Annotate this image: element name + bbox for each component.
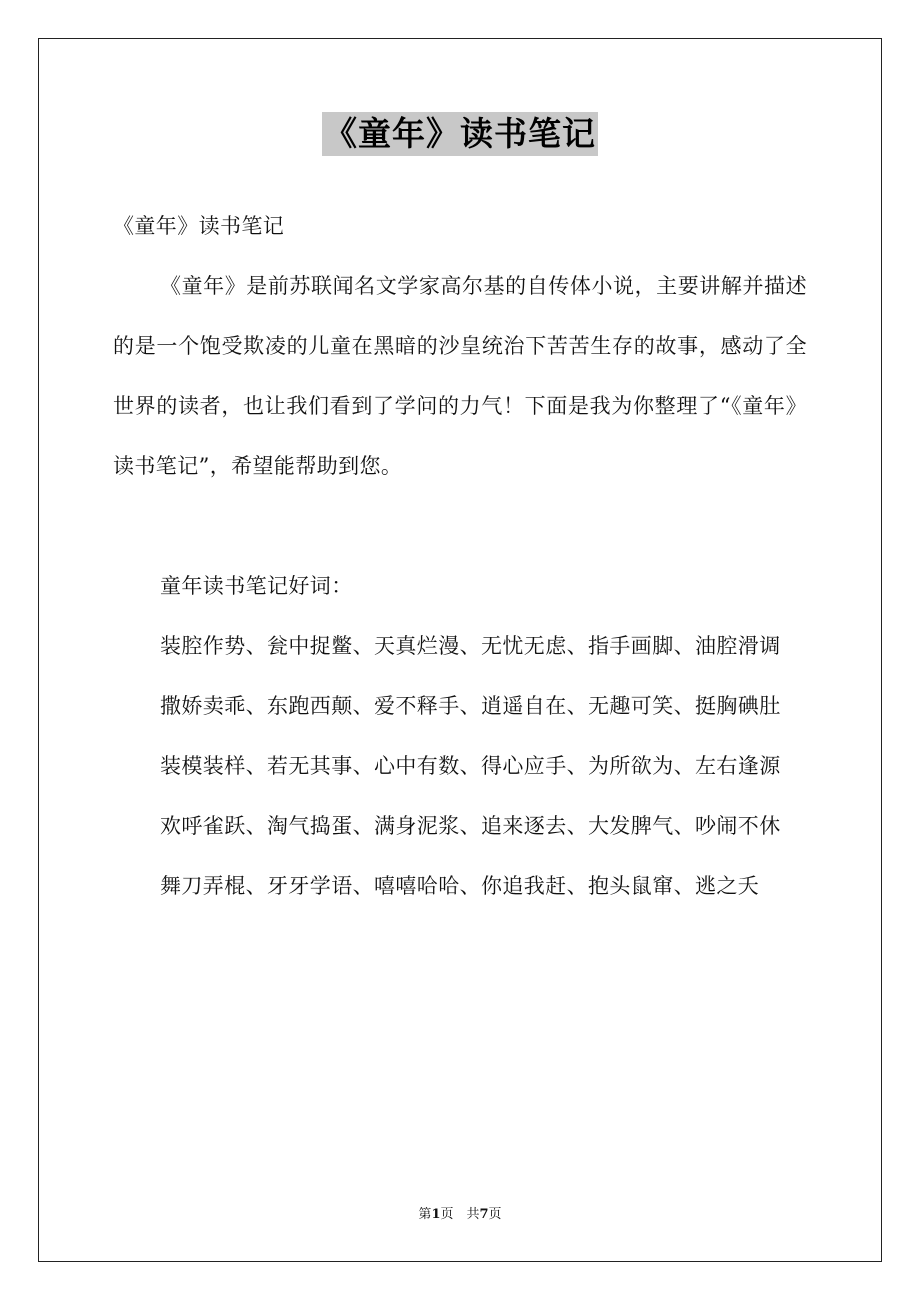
section-heading: 童年读书笔记好词： [160,574,353,598]
word-line: 欢呼雀跃、淘气捣蛋、满身泥浆、追来逐去、大发脾气、吵闹不休 [160,814,781,838]
footer-page-mid: 页 共 [440,1207,480,1222]
footer-page-total: 7 [479,1207,489,1222]
word-line: 舞刀弄棍、牙牙学语、嘻嘻哈哈、你追我赶、抱头鼠窜、逃之夭 [160,874,760,898]
intro-paragraph: 《童年》是前苏联闻名文学家高尔基的自传体小说，主要讲解并描述的是一个饱受欺凌的儿童在黑暗的沙皇统治下苦苦生存的故事，感动了全世界的读者，也让我们看到了学问的力气！下面是我为你整理了“《童年》读书笔记”，希望能帮助到您。 [113,274,807,478]
paragraph-spacer [113,496,807,556]
footer-page-suffix: 页 [488,1207,502,1222]
title-container [0,112,920,156]
document-subtitle: 《童年》读书笔记 [113,214,285,238]
word-line: 装腔作势、瓮中捉鳖、天真烂漫、无忧无虑、指手画脚、油腔滑调 [160,634,781,658]
footer-page-current: 1 [431,1207,441,1222]
document-title: 《童年》读书笔记 [322,112,598,156]
word-line: 装模装样、若无其事、心中有数、得心应手、为所欲为、左右逢源 [160,754,781,778]
footer-page-prefix: 第 [418,1207,432,1222]
page-footer [0,1205,920,1225]
word-line: 撒娇卖乖、东跑西颠、爱不释手、逍遥自在、无趣可笑、挺胸碘肚 [160,694,781,718]
document-body [113,196,807,916]
